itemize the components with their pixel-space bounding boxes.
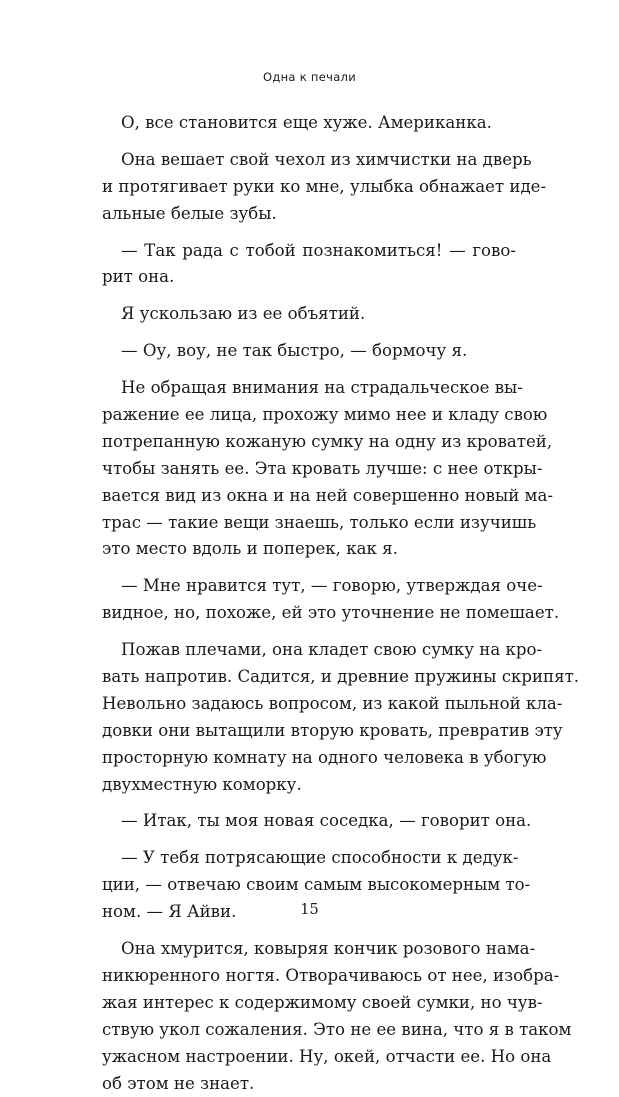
text-line: Она вешает свой чехол из химчистки на дверь [102,147,516,174]
text-line: ужасном настроении. Ну, окей, отчасти ее. Но она [102,1044,516,1071]
text-line: вать напротив. Садится, и древние пружины скрипят. [102,664,516,691]
text-line: никюренного ногтя. Отворачиваюсь от нее, изобра- [102,963,516,990]
text-line: рит она. [102,264,516,291]
text-line: ражение ее лица, прохожу мимо нее и кладу свою [102,402,516,429]
text-line: видное, но, похоже, ей это уточнение не помешает. [102,600,516,627]
text-line: — Так рада с тобой познакомиться! — гово- [102,238,516,265]
text-line: просторную комнату на одного человека в убогую [102,745,516,772]
text-line: О, все становится еще хуже. Американка. [102,110,516,137]
text-line: Пожав плечами, она кладет свою сумку на кро- [102,637,516,664]
text-line: это место вдоль и поперек, как я. [102,536,516,563]
text-line: жая интерес к содержимому своей сумки, но чув- [102,990,516,1017]
text-line: вается вид из окна и на ней совершенно новый ма- [102,483,516,510]
text-line: трас — такие вещи знаешь, только если изучишь [102,510,516,537]
text-line: — Мне нравится тут, — говорю, утверждая оче- [102,573,516,600]
page-number: 15 [0,902,619,918]
text-line: — Оу, воу, не так быстро, — бормочу я. [102,338,516,365]
running-head: Одна к печали [0,70,619,84]
text-block [102,110,516,1097]
text-line: ном. — Я Айви. [102,899,516,926]
text-line: ствую укол сожаления. Это не ее вина, что я в таком [102,1017,516,1044]
text-line: — У тебя потрясающие способности к дедук- [102,845,516,872]
text-line: об этом не знает. [102,1071,516,1097]
text-line: двухместную коморку. [102,772,516,799]
text-line: ции, — отвечаю своим самым высокомерным то- [102,872,516,899]
text-line: Она хмурится, ковыряя кончик розового нама- [102,936,516,963]
text-line: альные белые зубы. [102,201,516,228]
text-line: Я ускользаю из ее объятий. [102,301,516,328]
text-line: — Итак, ты моя новая соседка, — говорит она. [102,808,516,835]
text-line: Невольно задаюсь вопросом, из какой пыльной кла- [102,691,516,718]
text-line: довки они вытащили вторую кровать, превратив эту [102,718,516,745]
text-line: потрепанную кожаную сумку на одну из кроватей, [102,429,516,456]
text-line: чтобы занять ее. Эта кровать лучше: с нее откры- [102,456,516,483]
text-line: Не обращая внимания на страдальческое вы- [102,375,516,402]
text-line: и протягивает руки ко мне, улыбка обнажает иде- [102,174,516,201]
